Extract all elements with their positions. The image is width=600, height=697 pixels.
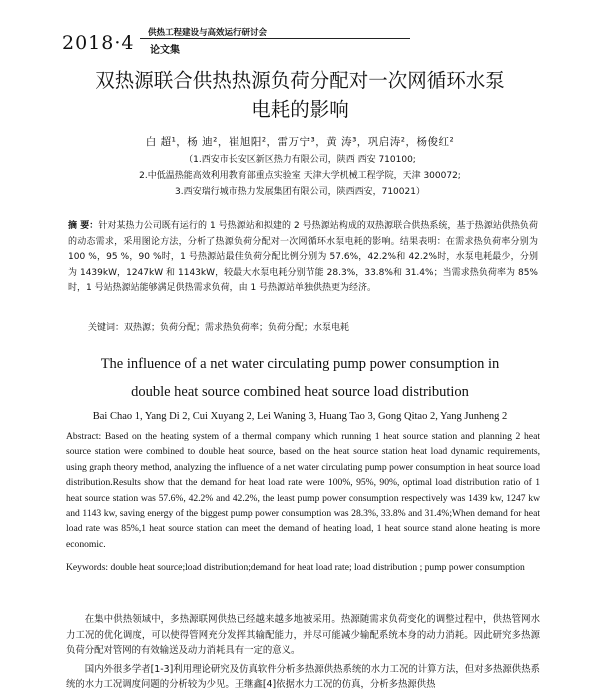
- affiliation-3: 3.西安瑞行城市热力发展集团有限公司，陕西西安，710021）: [175, 187, 425, 197]
- authors-cn: 白 超¹，杨 迪²，崔旭阳²，雷万宁³，黄 涛³，巩启涛²，杨俊红²: [145, 136, 455, 148]
- title-cn-line-2: 电耗的影响: [251, 98, 349, 121]
- body-text: [66, 612, 540, 693]
- issue-number: 2018·4: [62, 32, 135, 54]
- body-paragraph-2: 国内外很多学者[1-3]利用理论研究及仿真软件分析多热源供热系统的水力工况的计算方法，但对多热源供热系统的水力工况调度问题的分析较为少见。王继鑫[4]依据水力工况的仿真，分析多热源供热: [66, 663, 540, 691]
- paper-title-en-line-2: double heat source combined heat source load distribution: [131, 384, 469, 400]
- affiliation-1: （1.西安市长安区新区热力有限公司，陕西 西安 710100;: [184, 155, 416, 165]
- keywords-cn: [88, 320, 538, 333]
- body-paragraph-1: 在集中供热领域中，多热源联网供热已经越来越多地被采用。热源随需求负荷变化的调整过程中，供热管网水力工况的优化调度，可以使得管网充分发挥其输配能力，并尽可能减少输配系统本身的动力消耗。因此研究多热源负荷分配对管网的有效输送及动力消耗具有一定的意义。: [66, 614, 540, 657]
- keywords-en: [66, 560, 540, 575]
- title-cn-line-1: 双热源联合供热热源负荷分配对一次网循环水泵: [95, 69, 505, 92]
- keywords-en-text: double heat source;load distribution;demand for heat load rate; load distribution ; pump power consumption: [110, 562, 525, 573]
- paper-title-cn: [40, 66, 560, 124]
- header-rule: [140, 38, 410, 39]
- abstract-cn: [68, 219, 538, 297]
- abstract-en-text: Based on the heating system of a thermal company which running 1 heat source station and planning 2 heat source station were combined to double heat source, based on the heat source station heat load dynamic requirements, using graph theory method, analyzing the influence of a net water circulating pump power consumption in heat source load distribution.Results show that the demand for heat load rate were 100%, 95%, 90%, optimal load distribution ratio of 1 heat source station was 57.6%, 42.2% and 42.2%, the least pump power consumption respectively was 1439 kw, 1247 kw and 1143 kw, saving energy of the biggest pump power consumption was 28.3%, 33.8% and 31.4%;When demand for heat load rate was 85%,1 heat source station can meet the demand of heating load, 1 heat source stand alone heating is more economic.: [66, 431, 540, 550]
- keywords-en-label: Keywords:: [66, 562, 109, 573]
- abstract-cn-text: 针对某热力公司既有运行的 1 号热源站和拟建的 2 号热源站构成的双热源联合供热系统，基于热源站供热负荷的动态需求，采用图论方法，分析了热源负荷分配对一次网循环水泵电耗的影响。结果表明：在需求热负荷率分别为 100 %，95 %，90 %时，1 号热源站最佳负荷分配比例分别为 57.6%，42.2%和 42.2%时，水泵电耗最少，分别为 1439kW，1247kW 和 1143kW，较最大水泵电耗分别节能 28.3%，33.8%和 31.4%；当需求热负荷率为 85%时，1 号站热源站能够满足供热需求负荷，由 1 号热源站单独供热更为经济。: [68, 221, 538, 293]
- abstract-en: [66, 429, 540, 552]
- authors-en: Bai Chao 1, Yang Di 2, Cui Xuyang 2, Lei Waning 3, Huang Tao 3, Gong Qitao 2, Yang Junheng 2: [92, 411, 508, 422]
- abstract-en-label: Abstract:: [66, 431, 102, 442]
- keywords-cn-label: 关键词：: [88, 323, 125, 333]
- affiliation-2: 2.中低温热能高效利用教育部重点实验室 天津大学机械工程学院，天津 300072;: [139, 171, 461, 181]
- paper-title-en-line-1: The influence of a net water circulating pump power consumption in: [100, 356, 500, 372]
- section-name: 论文集: [150, 45, 180, 56]
- keywords-cn-text: 双热源；负荷分配；需求热负荷率；负荷分配；水泵电耗: [124, 323, 350, 333]
- journal-name: 供热工程建设与高效运行研讨会: [148, 28, 268, 38]
- abstract-cn-label: 摘 要：: [68, 221, 99, 231]
